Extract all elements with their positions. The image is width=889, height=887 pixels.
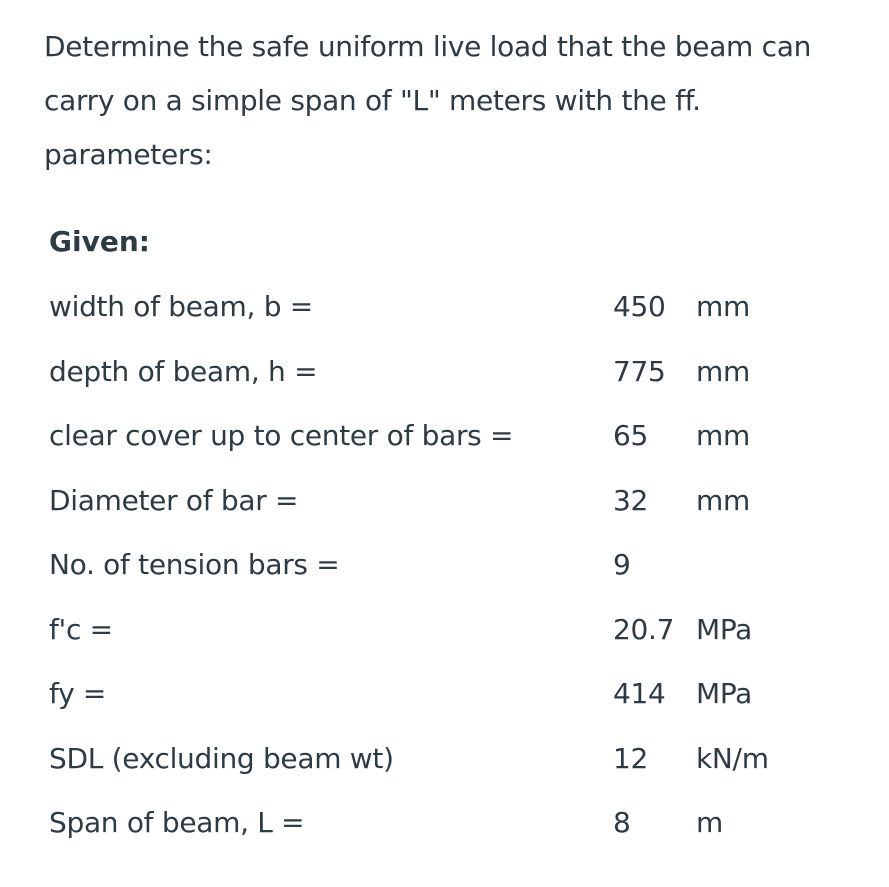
param-unit: kN/m	[696, 741, 769, 775]
param-row-span	[49, 798, 849, 863]
parameters-list	[49, 282, 849, 863]
param-label: width of beam, b =	[49, 290, 313, 323]
param-value: 414	[613, 677, 666, 710]
param-value: 450	[613, 290, 666, 323]
param-row-depth	[49, 347, 849, 412]
param-row-clear-cover	[49, 411, 849, 476]
param-unit: mm	[696, 419, 750, 452]
param-row-tension-bars	[49, 540, 849, 605]
param-value: 32	[613, 483, 649, 517]
param-row-fc	[49, 605, 849, 670]
param-label: clear cover up to center of bars =	[49, 419, 514, 452]
param-row-sdl	[49, 734, 849, 799]
param-value: 20.7	[613, 612, 675, 646]
problem-statement: Determine the safe uniform live load that the beam can carry on a simple span of "L" meters with the ff. parameters:	[44, 30, 812, 171]
param-value: 65	[613, 419, 649, 452]
param-value: 12	[613, 741, 649, 775]
param-row-fy	[49, 669, 849, 734]
param-unit: MPa	[696, 677, 753, 710]
param-label: f'c =	[49, 612, 113, 646]
param-unit: MPa	[696, 612, 753, 646]
param-label: Span of beam, L =	[49, 806, 305, 839]
given-heading: Given:	[49, 225, 150, 258]
param-unit: mm	[696, 483, 750, 517]
param-label: fy =	[49, 677, 107, 710]
param-label: depth of beam, h =	[49, 354, 318, 388]
param-unit: mm	[696, 290, 750, 323]
param-row-width	[49, 282, 849, 347]
param-unit: mm	[696, 354, 750, 388]
param-label: Diameter of bar =	[49, 483, 299, 517]
param-value: 9	[613, 548, 631, 581]
param-unit: m	[696, 806, 723, 839]
param-label: SDL (excluding beam wt)	[49, 741, 394, 775]
param-row-bar-diameter	[49, 476, 849, 541]
param-value: 775	[613, 354, 666, 388]
param-value: 8	[613, 806, 631, 839]
param-label: No. of tension bars =	[49, 548, 340, 581]
